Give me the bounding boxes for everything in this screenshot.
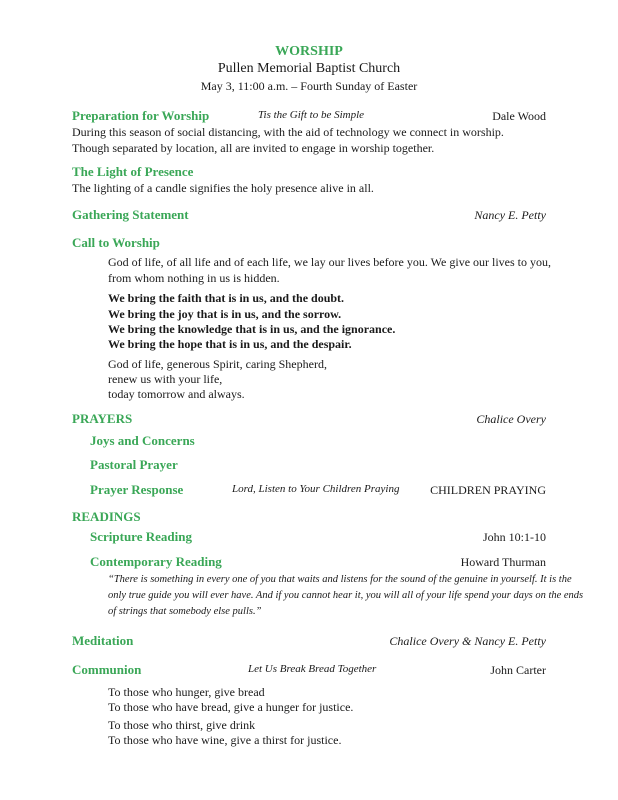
page-title: WORSHIP: [275, 44, 343, 59]
preparation-line: Though separated by location, all are invited to engage in worship together.: [72, 141, 435, 155]
preparation-line: During this season of social distancing, with the aid of technology we connect in worship.: [72, 125, 504, 139]
call-response-line: We bring the hope that is in us, and the despair.: [108, 337, 352, 351]
gathering-leader: Nancy E. Petty: [474, 208, 546, 222]
preparation-composer: Dale Wood: [492, 109, 546, 123]
call-response-line: We bring the joy that is in us, and the sorrow.: [108, 307, 342, 321]
call-closing-line: renew us with your life,: [108, 372, 223, 386]
readings-heading: READINGS: [72, 509, 141, 524]
communion-piece: Let Us Break Bread Together: [248, 663, 377, 675]
call-closing-line: today tomorrow and always.: [108, 387, 245, 401]
call-intro-line: from whom nothing in us is hidden.: [108, 271, 280, 285]
meditation-leaders: Chalice Overy & Nancy E. Petty: [389, 634, 546, 648]
quote-line: only true guide you will ever have. And if you cannot hear it, you will all of your life spend your days on the ends: [108, 590, 584, 601]
preparation-heading: Preparation for Worship: [72, 108, 210, 123]
joys-concerns-heading: Joys and Concerns: [90, 433, 195, 448]
gathering-heading: Gathering Statement: [72, 207, 189, 222]
church-name: Pullen Memorial Baptist Church: [217, 61, 401, 76]
call-response-line: We bring the knowledge that is in us, and the ignorance.: [108, 322, 396, 336]
call-response-line: We bring the faith that is in us, and the doubt.: [108, 291, 345, 305]
communion-line: To those who hunger, give bread: [108, 685, 265, 699]
pastoral-prayer-heading: Pastoral Prayer: [90, 457, 178, 472]
quote-line: “There is something in every one of you that waits and listens for the sound of the genuine in yourself. It is the: [108, 574, 572, 585]
communion-line: To those who have bread, give a hunger for justice.: [108, 700, 354, 714]
prayer-response-piece: Lord, Listen to Your Children Praying: [232, 483, 400, 495]
service-date: May 3, 11:00 a.m. – Fourth Sunday of Easter: [200, 79, 418, 93]
call-heading: Call to Worship: [72, 235, 160, 250]
prayer-response-source: CHILDREN PRAYING: [430, 483, 546, 497]
quote-line: of strings that somebody else pulls.”: [108, 606, 262, 617]
light-heading: The Light of Presence: [72, 164, 194, 179]
light-text: The lighting of a candle signifies the holy presence alive in all.: [72, 181, 374, 195]
call-closing-line: God of life, generous Spirit, caring Shepherd,: [108, 357, 327, 371]
communion-composer: John Carter: [490, 663, 546, 677]
contemporary-author: Howard Thurman: [460, 555, 546, 569]
prayer-response-heading: Prayer Response: [90, 482, 184, 497]
communion-line: To those who thirst, give drink: [108, 718, 256, 732]
preparation-piece: Tis the Gift to be Simple: [258, 109, 365, 121]
prayers-leader: Chalice Overy: [476, 412, 546, 426]
meditation-heading: Meditation: [72, 633, 134, 648]
communion-heading: Communion: [72, 662, 142, 677]
scripture-reference: John 10:1-10: [483, 530, 546, 544]
communion-line: To those who have wine, give a thirst for justice.: [108, 733, 342, 747]
call-intro-line: God of life, of all life and of each life, we lay our lives before you. We give our lives to you,: [108, 255, 552, 269]
scripture-reading-heading: Scripture Reading: [90, 529, 192, 544]
contemporary-reading-heading: Contemporary Reading: [90, 554, 222, 569]
prayers-heading: PRAYERS: [72, 411, 133, 426]
